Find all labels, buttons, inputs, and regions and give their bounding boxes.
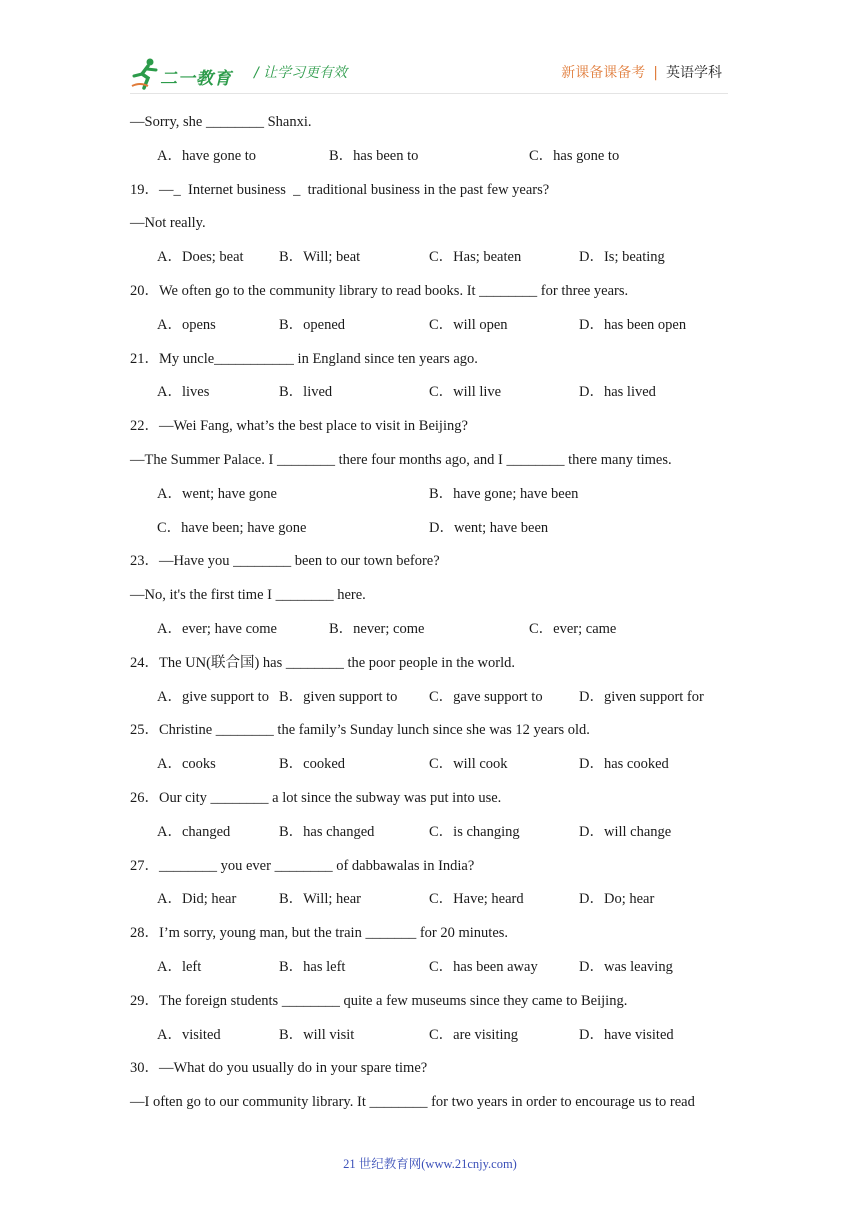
answer-option: D．have visited xyxy=(579,1026,674,1043)
question-text: —Sorry, she ________ Shanxi. xyxy=(130,114,312,130)
logo xyxy=(130,56,242,92)
slogan: / 让学习更有效 xyxy=(254,65,348,81)
answer-option: A．cooks xyxy=(157,756,216,773)
question-text: 21．My uncle___________ in England since ten years ago. xyxy=(130,350,478,367)
answer-option: D．has lived xyxy=(579,384,656,401)
answer-option: C．will cook xyxy=(429,756,508,773)
answer-option: C．will open xyxy=(429,316,508,333)
question-text: 22．—Wei Fang, what’s the best place to visit in Beijing? xyxy=(130,418,468,435)
runner-logo-icon xyxy=(130,56,162,92)
answer-option: C．has been away xyxy=(429,959,538,975)
question-text: 24．The UN(联合国) has ________ the poor people in the world. xyxy=(130,654,515,671)
answer-option: D．Do; hear xyxy=(579,891,655,908)
question-text: —Not really. xyxy=(130,215,206,232)
logo-text: 二一教育 xyxy=(160,69,232,89)
header-divider xyxy=(130,93,728,94)
answer-option: B．opened xyxy=(279,316,346,333)
question-text: —No, it's the first time I ________ here. xyxy=(130,587,366,604)
answer-option: B．have gone; have been xyxy=(429,485,579,502)
answer-option: D．has cooked xyxy=(579,756,669,773)
question-text: 29．The foreign students ________ quite a few museums since they came to Beijing. xyxy=(130,992,628,1009)
header-separator: | xyxy=(653,65,658,81)
answer-option: D．has been open xyxy=(579,316,687,333)
answer-option: B．has changed xyxy=(279,823,375,840)
question-text: —I often go to our community library. It ________ for two years in order to encourage us to read xyxy=(130,1094,695,1111)
answer-option: D．given support for xyxy=(579,688,704,705)
page-footer: 21 世纪教育网(www.21cnjy.com) xyxy=(343,1157,517,1171)
answer-option: A．opens xyxy=(157,316,216,333)
answer-option: D．was leaving xyxy=(579,959,673,975)
answer-option: A．changed xyxy=(157,823,231,840)
answer-option: A．give support to xyxy=(157,688,269,705)
answer-option: A．ever; have come xyxy=(157,621,277,637)
answer-option: B．never; come xyxy=(329,621,425,637)
answer-option: C．is changing xyxy=(429,823,520,840)
answer-option: C．Have; heard xyxy=(429,891,524,908)
header-course-label: 新课备课备考 xyxy=(561,65,646,81)
answer-option: A．have gone to xyxy=(157,147,257,164)
answer-option: A．Does; beat xyxy=(157,249,244,266)
answer-option: C．gave support to xyxy=(429,688,543,705)
answer-option: D．went; have been xyxy=(429,519,549,536)
page-header xyxy=(0,0,860,100)
question-text: 30．—What do you usually do in your spare time? xyxy=(130,1060,428,1077)
header-subject-label: 英语学科 xyxy=(666,65,722,81)
answer-option: A．visited xyxy=(157,1026,221,1043)
answer-option: C．Has; beaten xyxy=(429,249,522,266)
header-subject xyxy=(561,62,722,82)
answer-option: B．Will; hear xyxy=(279,891,361,908)
answer-option: C．are visiting xyxy=(429,1026,519,1043)
answer-option: D．Is; beating xyxy=(579,249,665,266)
answer-option: B．has been to xyxy=(329,147,419,164)
answer-option: B．lived xyxy=(279,384,333,401)
question-text: 20．We often go to the community library to read books. It ________ for three years. xyxy=(130,283,629,299)
question-text: 23．—Have you ________ been to our town before? xyxy=(130,553,440,570)
answer-option: C．have been; have gone xyxy=(157,519,307,536)
answer-option: A．went; have gone xyxy=(157,485,277,502)
answer-option: B．has left xyxy=(279,959,346,975)
question-text: 28．I’m sorry, young man, but the train _______ for 20 minutes. xyxy=(130,925,509,942)
question-text: 27．________ you ever ________ of dabbawalas in India? xyxy=(130,857,475,874)
answer-option: C．has gone to xyxy=(529,147,620,164)
question-text: 25．Christine ________ the family’s Sunday lunch since she was 12 years old. xyxy=(130,722,590,739)
question-text: 26．Our city ________ a lot since the subway was put into use. xyxy=(130,790,502,806)
answer-option: B．cooked xyxy=(279,756,346,773)
answer-option: B．given support to xyxy=(279,688,398,705)
answer-option: A．lives xyxy=(157,384,210,401)
answer-option: B．will visit xyxy=(279,1026,355,1043)
question-text: —The Summer Palace. I ________ there four months ago, and I ________ there many times. xyxy=(130,452,672,468)
answer-option: D．will change xyxy=(579,823,672,840)
answer-option: A．Did; hear xyxy=(157,891,237,908)
answer-option: C．ever; came xyxy=(529,621,617,637)
answer-option: B．Will; beat xyxy=(279,249,361,266)
answer-option: A．left xyxy=(157,959,202,975)
question-text: 19．—_ Internet business _ traditional business in the past few years? xyxy=(130,181,550,198)
answer-option: C．will live xyxy=(429,384,502,401)
